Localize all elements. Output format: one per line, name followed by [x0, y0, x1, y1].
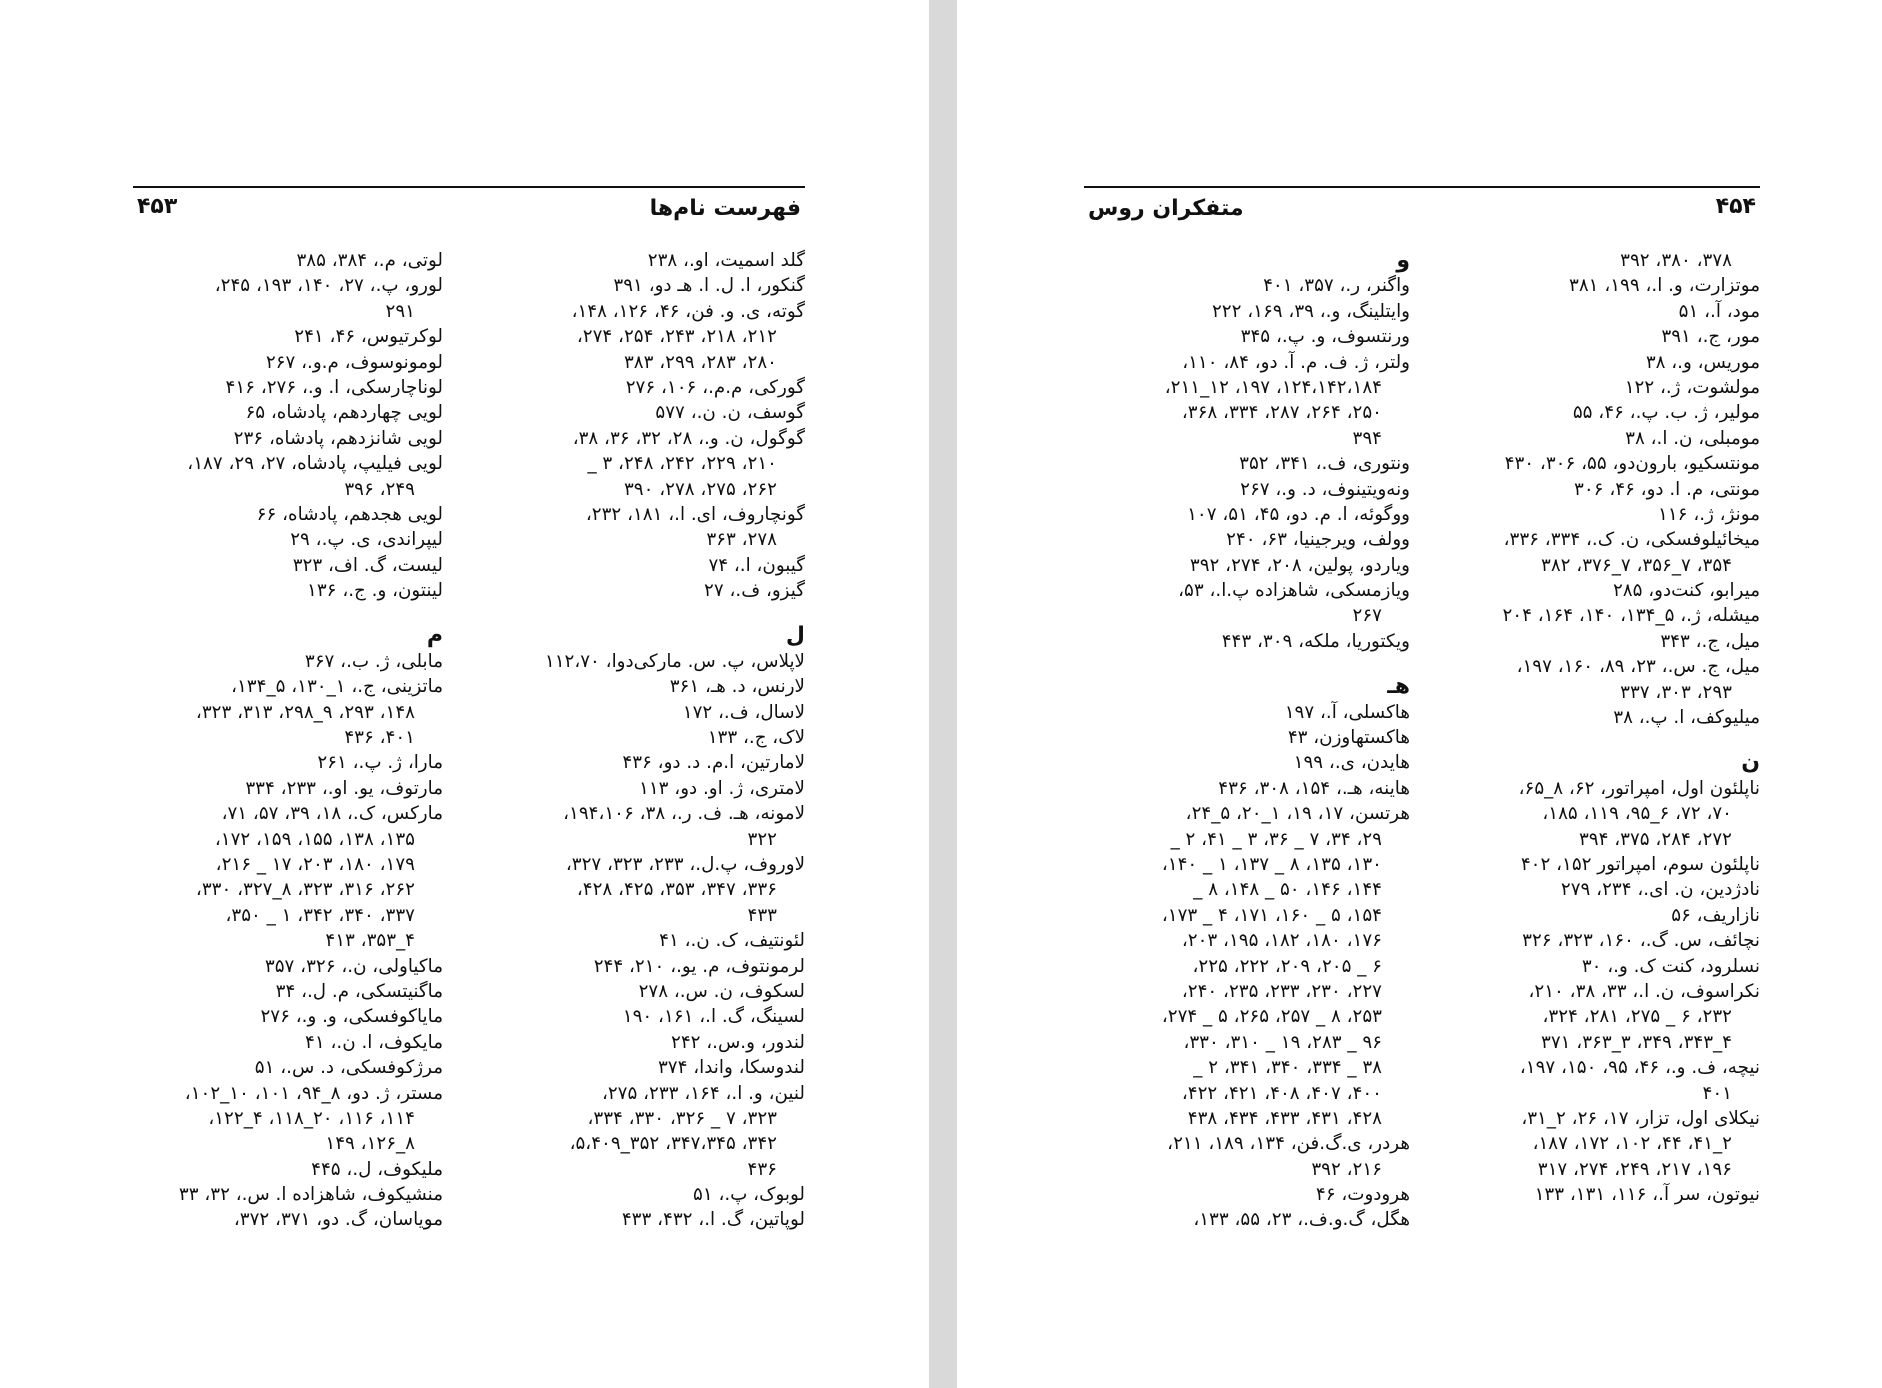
index-entry-continuation: ۳۲۳، ۷ _ ۳۲۶، ۳۳۰، ۳۳۴،: [587, 1107, 777, 1129]
index-entry-continuation: ۳۷۸، ۳۸۰، ۳۹۲: [1620, 250, 1732, 271]
index-spacer: [1432, 730, 1760, 750]
index-entry: مستر، ژ. دو، ۸_۹۴، ۱۰۱، ۱۰_۱۰۲،: [184, 1082, 443, 1104]
index-entry: مولشوت، ژ.، ۱۲۲: [1624, 376, 1760, 398]
index-entry: میلیوکف، ا. پ.، ۳۸: [1613, 707, 1760, 729]
index-entry: لویی فیلیپ، پادشاه، ۲۷، ۲۹، ۱۸۷،: [187, 453, 443, 475]
index-entry-continuation: ۲۶۲، ۳۱۶، ۳۲۳، ۸_۳۲۷، ۳۳۰،: [195, 879, 415, 901]
index-entry: لوتی، م.، ۳۸۴، ۳۸۵: [296, 250, 443, 271]
index-entry: لویی شانزدهم، پادشاه، ۲۳۶: [233, 427, 443, 449]
index-entry: لامتری، ژ. او. دو، ۱۱۳: [639, 777, 805, 799]
index-entry: میرابو، کنت‌دو، ۲۸۵: [1612, 580, 1760, 602]
index-entry: گلد اسمیت، او.، ۲۳۸: [647, 250, 805, 271]
index-entry: لامونه، هـ. ف. ر.، ۳۸، ۱۹۴،۱۰۶،: [563, 803, 805, 825]
index-entry-continuation: ۲۲۷، ۲۳۰، ۲۳۳، ۲۳۵، ۲۴۰،: [1181, 980, 1382, 1002]
index-entry: لاوروف، پ.ل.، ۲۳۳، ۳۲۳، ۳۲۷،: [565, 853, 805, 875]
index-entry: لوناچارسکی، ا. و.، ۲۷۶، ۴۱۶: [225, 376, 443, 398]
index-entry: لومونوسوف، م.و.، ۲۶۷: [265, 351, 443, 373]
index-entry-continuation: ۲۱۶، ۳۹۲: [1311, 1158, 1382, 1180]
index-entry: مایاکوفسکی، و. و.، ۲۷۶: [260, 1006, 443, 1028]
index-entry: ورنتسوف، و. پ.، ۳۴۵: [1240, 326, 1410, 348]
index-entry-continuation: ۴۰۱، ۴۳۶: [344, 727, 415, 749]
index-entry: هاینه، هـ.، ۱۵۴، ۳۰۸، ۴۳۶: [1218, 777, 1410, 799]
index-entry-continuation: ۱۵۴، ۵ _ ۱۶۰، ۱۷۱، ۴ _ ۱۷۳،: [1161, 904, 1382, 926]
index-entry: هایدن، ی.، ۱۹۹: [1293, 752, 1410, 774]
index-entry: نیکلای اول، تزار، ۱۷، ۲۶، ۲_۳۱،: [1521, 1107, 1760, 1129]
index-entry: هرودوت، ۴۶: [1315, 1184, 1410, 1206]
index-entry: لارنس، د. هـ، ۳۶۱: [669, 676, 805, 698]
index-entry-continuation: ۲۶۷: [1352, 605, 1382, 627]
index-entry: موریس، و.، ۳۸: [1645, 351, 1760, 373]
index-entry: لاسال، ف.، ۱۷۲: [682, 701, 805, 723]
index-entry-continuation: ۳۳۶، ۳۴۷، ۳۵۳، ۴۲۵، ۴۲۸،: [576, 879, 777, 901]
index-entry: لئونتیف، ک. ن.، ۴۱: [659, 930, 805, 952]
index-entry: ماکیاولی، ن.، ۳۲۶، ۳۵۷: [264, 955, 443, 977]
index-entry-continuation: ۱۱۴، ۱۱۶، ۲۰_۱۱۸، ۴_۱۲۲،: [208, 1107, 415, 1129]
right-page-index-column-left: [1080, 248, 1410, 1233]
index-entry: لنین، و. ا.، ۱۶۴، ۲۳۳، ۲۷۵،: [601, 1082, 805, 1104]
index-entry-continuation: ۳۳۷، ۳۴۰، ۳۴۲، ۱ _ ۳۵۰،: [225, 904, 415, 926]
index-entry: لامارتین، ا.م. د. دو، ۴۳۶: [622, 752, 805, 774]
index-entry-continuation: ۱۷۹، ۱۸۰، ۲۰۳، ۱۷ _ ۲۱۶،: [215, 853, 415, 875]
index-entry-continuation: ۱۲۴،۱۴۲،۱۸۴، ۱۹۷، ۱۲_۲۱۱،: [1164, 376, 1382, 398]
index-entry-continuation: ۲_۴۱، ۴۴، ۱۰۲، ۱۷۲، ۱۸۷،: [1532, 1133, 1732, 1155]
index-entry-continuation: ۳۵۴، ۷_۳۵۶، ۷_۳۷۶، ۳۸۲: [1541, 554, 1732, 576]
index-entry-continuation: ۴۰۰، ۴۰۷، ۴۰۸، ۴۲۱، ۴۲۲،: [1181, 1082, 1382, 1104]
index-entry-continuation: ۴۳۶: [747, 1158, 777, 1180]
index-entry: مونتی، م. ا. دو، ۴۶، ۳۰۶: [1574, 478, 1760, 500]
index-entry: نچائف، س. گ.، ۱۶۰، ۳۲۳، ۳۲۶: [1522, 930, 1760, 952]
index-entry: لسینگ، گ. ا.، ۱۶۱، ۱۹۰: [622, 1006, 805, 1028]
index-entry: مومبلی، ن. ا.، ۳۸: [1625, 427, 1760, 449]
index-entry-continuation: ۲۱۰، ۲۲۹، ۲۴۲، ۲۴۸، ۳ _: [587, 453, 777, 475]
index-entry: میل، ج. س.، ۲۳، ۸۹، ۱۶۰، ۱۹۷،: [1516, 656, 1760, 678]
index-entry: هردر، ی.گ.فن، ۱۳۴، ۱۸۹، ۲۱۱،: [1167, 1133, 1410, 1155]
index-entry: منشیکوف، شاهزاده ا. س.، ۳۲، ۳۳: [178, 1184, 443, 1206]
index-entry-continuation: ۴_۳۵۳، ۴۱۳: [325, 930, 415, 952]
index-entry: لیپراندی، ی. پ.، ۲۹: [290, 529, 443, 551]
index-entry-continuation: ۲۶۲، ۲۷۵، ۲۷۸، ۳۹۰: [623, 478, 777, 500]
index-entry: نیچه، ف. و.، ۴۶، ۹۵، ۱۵۰، ۱۹۷،: [1519, 1057, 1760, 1079]
index-entry: گورکی، م.م.، ۱۰۶، ۲۷۶: [625, 376, 805, 398]
index-entry: گیبون، ا.، ۷۴: [708, 554, 805, 576]
index-entry: مونژ، ژ.، ۱۱۶: [1658, 503, 1760, 525]
index-entry: مرژکوفسکی، د. س.، ۵۱: [254, 1057, 443, 1079]
index-entry: لندوسکا، واندا، ۳۷۴: [657, 1057, 805, 1079]
index-entry: نادژدین، ن. ای.، ۲۳۴، ۲۷۹: [1560, 879, 1760, 901]
index-entry: مونتسکیو، بارون‌دو، ۵۵، ۳۰۶، ۴۳۰: [1504, 453, 1760, 475]
index-entry: گیزو، ف.، ۲۷: [704, 580, 805, 602]
index-entry: مویاسان، گ. دو، ۳۷۱، ۳۷۲،: [233, 1209, 443, 1231]
index-entry: هاکسلی، آ.، ۱۹۷: [1284, 701, 1410, 723]
index-entry: مایکوف، ا. ن.، ۴۱: [305, 1031, 443, 1053]
index-entry: وولف، ویرجینیا، ۶۳، ۲۴۰: [1226, 529, 1410, 551]
right-page-index-column-right: [1432, 248, 1760, 1207]
index-entry-continuation: ۲۳۲، ۶ _ ۲۷۵، ۲۸۱، ۳۲۴،: [1542, 1006, 1732, 1028]
index-entry-continuation: ۶ _ ۲۰۵، ۲۰۹، ۲۲۲، ۲۲۵،: [1192, 955, 1382, 977]
index-entry-continuation: ۲۹، ۳۴، ۷ _ ۳۶، ۳ _ ۴۱، ۲ _: [1170, 828, 1382, 850]
index-entry: گونچاروف، ای. ا.، ۱۸۱، ۲۳۲،: [585, 503, 805, 525]
index-entry: لوبوک، پ.، ۵۱: [693, 1184, 805, 1206]
index-entry-continuation: ۲۵۳، ۸ _ ۲۵۷، ۲۶۵، ۵ _ ۲۷۴،: [1161, 1006, 1382, 1028]
left-page-header: [133, 186, 805, 228]
index-entry: هگل، گ.و.ف.، ۲۳، ۵۵، ۱۳۳،: [1193, 1209, 1410, 1231]
index-entry: ماگنیتسکی، م. ل.، ۳۴: [275, 980, 443, 1002]
index-entry: مور، ج.، ۳۹۱: [1661, 326, 1760, 348]
index-entry-continuation: ۱۴۴، ۱۴۶، ۵۰ _ ۱۴۸، ۸ _: [1193, 879, 1382, 901]
index-entry: لوکرتیوس، ۴۶، ۲۴۱: [294, 326, 443, 348]
index-entry: گنکور، ا. ل. ا. هـ دو، ۳۹۱: [613, 275, 805, 297]
index-entry: ونتوری، ف.، ۳۴۱، ۳۵۲: [1239, 453, 1410, 475]
index-entry: گوته، ی. و. فن، ۴۶، ۱۲۶، ۱۴۸،: [571, 300, 805, 322]
index-entry: لویی هجدهم، پادشاه، ۶۶: [256, 503, 443, 525]
index-entry: مود، آ.، ۵۱: [1678, 300, 1760, 322]
index-entry: ناپلئون اول، امپراتور، ۶۲، ۸_۶۵،: [1518, 777, 1760, 799]
left-page-header-title: فهرست نام‌ها: [649, 196, 801, 221]
index-entry: ویازمسکی، شاهزاده پ.ا.، ۵۳،: [1178, 580, 1410, 602]
index-entry: میشله، ژ.، ۵_۱۳۴، ۱۴۰، ۱۶۴، ۲۰۴: [1502, 605, 1760, 627]
index-entry: لاک، ج.، ۱۳۳: [707, 727, 805, 749]
right-page: [957, 0, 1882, 1388]
left-page: [0, 0, 929, 1388]
index-entry: ویاردو، پولین، ۲۰۸، ۲۷۴، ۳۹۲: [1189, 554, 1410, 576]
index-entry: ماتزینی، ج.، ۱_۱۳۰، ۵_۱۳۴،: [231, 676, 443, 698]
right-page-header-title: متفکران روس: [1088, 196, 1244, 221]
index-entry-continuation: ۲۵۰، ۲۶۴، ۲۸۷، ۳۳۴، ۳۶۸،: [1181, 402, 1382, 424]
index-entry-continuation: ۷۰، ۷۲، ۶_۹۵، ۱۱۹، ۱۸۵،: [1542, 803, 1732, 825]
index-entry-continuation: ۱۴۸، ۲۹۳، ۹_۲۹۸، ۳۱۳، ۳۲۳،: [195, 701, 415, 723]
index-entry: ویکتوریا، ملکه، ۳۰۹، ۴۴۳: [1221, 630, 1410, 652]
index-letter-heading: و: [1396, 248, 1410, 273]
index-entry: ووگوئه، ا. م. دو، ۴۵، ۵۱، ۱۰۷: [1187, 503, 1410, 525]
index-entry: مابلی، ژ. ب.، ۳۶۷: [304, 650, 443, 672]
index-entry: وایتلینگ، و.، ۳۹، ۱۶۹، ۲۲۲: [1211, 300, 1410, 322]
index-letter-heading: ن: [1741, 750, 1760, 776]
index-entry-continuation: ۱۷۶، ۱۸۰، ۱۸۲، ۱۹۵، ۲۰۳،: [1181, 930, 1382, 952]
index-entry: لاپلاس، پ. س. مارکی‌دوا، ۱۱۲،۷۰: [544, 650, 805, 672]
index-entry-continuation: ۲۷۸، ۳۶۳: [706, 529, 777, 551]
left-page-index-column-left: [118, 248, 443, 1233]
index-entry: لینتون، و. ج.، ۱۳۶: [307, 580, 443, 602]
index-entry: نازاریف، ۵۶: [1671, 904, 1760, 926]
index-entry: ولتر، ژ. ف. م. آ. دو، ۸۴، ۱۱۰،: [1182, 351, 1410, 373]
index-entry: ونه‌ویتینوف، د. و.، ۲۶۷: [1240, 478, 1410, 500]
index-entry: ناپلئون سوم، امپراتور ۱۵۲، ۴۰۲: [1520, 853, 1760, 875]
index-entry-continuation: ۲۴۹، ۳۹۶: [344, 478, 415, 500]
index-entry-continuation: ۳۴۲، ۳۴۷،۳۴۵، ۳۵۲_۵،۴۰۹،: [569, 1133, 777, 1155]
index-entry: لوپاتین، گ. ا.، ۴۳۲، ۴۳۳: [621, 1209, 805, 1231]
index-entry: میخائیلوفسکی، ن. ک.، ۳۳۴، ۳۳۶،: [1503, 529, 1760, 551]
index-entry-continuation: ۲۹۱: [385, 300, 415, 322]
index-entry: نکراسوف، ن. ا.، ۳۳، ۳۸، ۲۱۰،: [1528, 980, 1760, 1002]
index-entry: لویی چهاردهم، پادشاه، ۶۵: [245, 402, 443, 424]
index-letter-heading: هـ: [1387, 674, 1410, 700]
index-entry: لسکوف، ن. س.، ۲۷۸: [638, 980, 805, 1002]
index-entry-continuation: ۱۳۰، ۱۳۵، ۸ _ ۱۳۷، ۱ _ ۱۴۰،: [1161, 853, 1382, 875]
index-entry: هاکستهاوزن، ۴۳: [1287, 727, 1410, 749]
book-gutter: [929, 0, 957, 1388]
index-entry: ملیکوف، ل.، ۴۴۵: [311, 1158, 443, 1180]
index-entry-continuation: ۱۹۶، ۲۱۷، ۲۴۹، ۲۷۴، ۳۱۷: [1537, 1158, 1732, 1180]
index-entry: گوسف، ن. ن.، ۵۷۷: [655, 402, 805, 424]
index-entry-continuation: ۹۶ _ ۲۸۳، ۱۹ _ ۳۱۰، ۳۳۰،: [1183, 1031, 1382, 1053]
index-entry: موتزارت، و. ا.، ۱۹۹، ۳۸۱: [1569, 275, 1760, 297]
index-entry: گوگول، ن. و.، ۲۸، ۳۲، ۳۶، ۳۸،: [572, 427, 805, 449]
index-entry-continuation: ۲۹۳، ۳۰۳، ۳۳۷: [1620, 681, 1732, 703]
index-entry: مارا، ژ. پ.، ۲۶۱: [317, 752, 443, 774]
index-entry-continuation: ۱۳۵، ۱۳۸، ۱۵۵، ۱۵۹، ۱۷۲،: [214, 828, 415, 850]
index-spacer: [1080, 654, 1410, 674]
index-entry-continuation: ۲۷۲، ۲۸۴، ۳۷۵، ۳۹۴: [1578, 828, 1732, 850]
index-entry: مارتوف، یو. او.، ۲۳۳، ۳۳۴: [245, 777, 443, 799]
index-entry-continuation: ۴_۳۴۳، ۳۴۹، ۳_۳۶۳، ۳۷۱: [1541, 1031, 1732, 1053]
index-entry-continuation: ۳۲۲: [747, 828, 777, 850]
index-entry-continuation: ۴۳۳: [747, 904, 777, 926]
index-letter-heading: ل: [785, 623, 805, 649]
index-entry: مولیر، ژ. ب. پ.، ۴۶، ۵۵: [1572, 402, 1760, 424]
index-spacer: [480, 603, 805, 623]
index-entry: لورو، پ.، ۲۷، ۱۴۰، ۱۹۳، ۲۴۵،: [214, 275, 443, 297]
index-entry: هرتسن، ۱۷، ۱۹، ۱_۲۰، ۵_۲۴،: [1185, 803, 1410, 825]
index-entry-continuation: ۴۲۸، ۴۳۱، ۴۳۳، ۴۳۴، ۴۳۸: [1187, 1107, 1382, 1129]
index-letter-heading: م: [426, 623, 443, 649]
index-spacer: [118, 603, 443, 623]
index-entry-continuation: ۲۸۰، ۲۸۳، ۲۹۹، ۳۸۳: [623, 351, 777, 373]
index-entry: میل، ج.، ۳۴۳: [1660, 630, 1760, 652]
index-entry-continuation: ۳۹۴: [1352, 427, 1382, 449]
left-page-number: ۴۵۳: [137, 194, 178, 219]
index-entry: مارکس، ک.، ۱۸، ۳۹، ۵۷، ۷۱،: [221, 803, 443, 825]
index-entry: نیوتون، سر آ.، ۱۱۶، ۱۳۱، ۱۳۳: [1534, 1184, 1760, 1206]
index-entry: لیست، گ. اف، ۳۲۳: [292, 554, 443, 576]
index-entry-continuation: ۲۱۲، ۲۱۸، ۲۴۳، ۲۵۴، ۲۷۴،: [576, 326, 777, 348]
index-entry: نسلرود، کنت ک. و.، ۳۰: [1581, 955, 1760, 977]
index-entry: لندور، و.س.، ۲۴۲: [671, 1031, 805, 1053]
index-entry: واگنر، ر.، ۳۵۷، ۴۰۱: [1263, 275, 1410, 297]
right-page-number: ۴۵۴: [1715, 194, 1756, 219]
index-entry: لرمونتوف، م. یو.، ۲۱۰، ۲۴۴: [593, 955, 805, 977]
index-entry-continuation: ۴۰۱: [1702, 1082, 1732, 1104]
left-page-index-column-right: [480, 248, 805, 1233]
right-page-header: [1084, 186, 1760, 228]
index-entry-continuation: ۸_۱۲۶، ۱۴۹: [325, 1133, 415, 1155]
index-entry-continuation: ۳۸ _ ۳۳۴، ۳۴۰، ۳۴۱، ۲ _: [1193, 1057, 1382, 1079]
